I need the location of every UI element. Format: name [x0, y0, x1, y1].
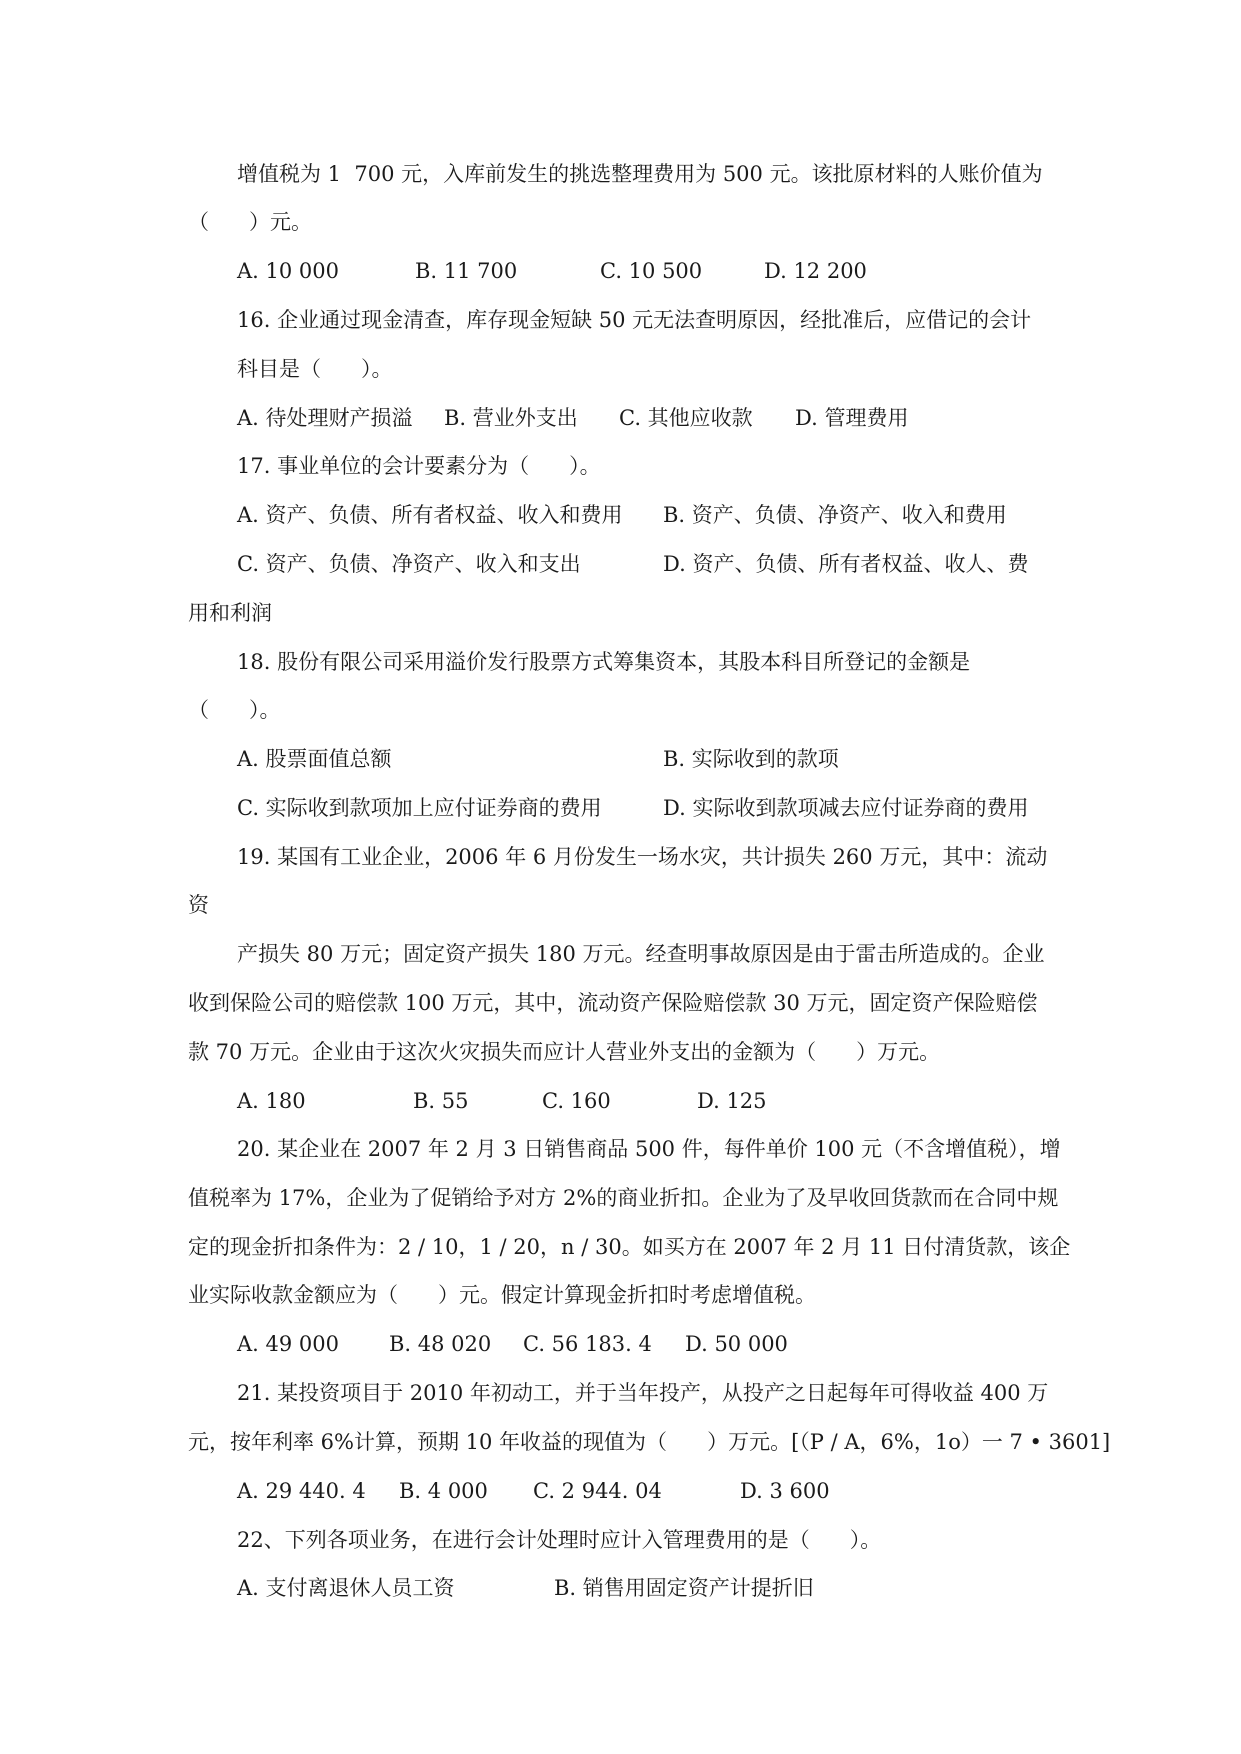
q21-option-c: C. 2 944. 04 — [533, 1479, 662, 1503]
q18-option-d: D. 实际收到款项减去应付证券商的费用 — [663, 796, 1029, 820]
q20-option-a: A. 49 000 — [237, 1332, 339, 1356]
q15-stem-line-1: 增值税为 1 700 元，入库前发生的挑选整理费用为 500 元。该批原材料的人账价值为 — [237, 162, 1043, 186]
q19-stem-line-4: 收到保险公司的赔偿款 100 万元，其中，流动资产保险赔偿款 30 万元，固定资产保险赔偿 — [188, 991, 1038, 1015]
q20-option-c: C. 56 183. 4 — [523, 1332, 652, 1356]
q18-option-a: A. 股票面值总额 — [237, 747, 392, 771]
q17-option-d-continued: 用和利润 — [188, 601, 272, 625]
q18-stem-line-1: 18. 股份有限公司采用溢价发行股票方式筹集资本，其股本科目所登记的金额是 — [237, 650, 971, 674]
q22-option-b: B. 销售用固定资产计提折旧 — [554, 1576, 814, 1600]
q19-option-c: C. 160 — [542, 1089, 611, 1113]
q18-option-c: C. 实际收到款项加上应付证券商的费用 — [237, 796, 602, 820]
q17-stem-line-1: 17. 事业单位的会计要素分为（ ）。 — [237, 454, 601, 478]
q17-option-a: A. 资产、负债、所有者权益、收入和费用 — [237, 503, 623, 527]
q21-stem-line-2: 元，按年利率 6%计算，预期 10 年收益的现值为（ ）万元。[（P / A，6%，1o）一 7 • 3601] — [188, 1430, 1111, 1454]
q19-stem-line-3: 产损失 80 万元；固定资产损失 180 万元。经查明事故原因是由于雷击所造成的。企业 — [237, 942, 1045, 966]
q20-stem-line-3: 定的现金折扣条件为：2 / 10，1 / 20，n / 30。如买方在 2007 年 2 月 11 日付清货款，该企 — [188, 1235, 1071, 1259]
q17-option-d: D. 资产、负债、所有者权益、收人、费 — [663, 552, 1029, 576]
q19-option-b: B. 55 — [413, 1089, 469, 1113]
q15-option-d: D. 12 200 — [764, 259, 867, 283]
q21-option-b: B. 4 000 — [399, 1479, 488, 1503]
q21-stem-line-1: 21. 某投资项目于 2010 年初动工，并于当年投产，从投产之日起每年可得收益 400 万 — [237, 1381, 1049, 1405]
q20-stem-line-4: 业实际收款金额应为（ ）元。假定计算现金折扣时考虑增值税。 — [188, 1283, 817, 1307]
q16-option-b: B. 营业外支出 — [444, 406, 578, 430]
q22-option-a: A. 支付离退休人员工资 — [237, 1576, 455, 1600]
q19-option-a: A. 180 — [237, 1089, 306, 1113]
q15-option-c: C. 10 500 — [600, 259, 703, 283]
q21-option-a: A. 29 440. 4 — [237, 1479, 366, 1503]
q16-option-d: D. 管理费用 — [795, 406, 909, 430]
q20-option-d: D. 50 000 — [685, 1332, 788, 1356]
q20-option-b: B. 48 020 — [389, 1332, 492, 1356]
q16-stem-line-1: 16. 企业通过现金清查，库存现金短缺 50 元无法查明原因，经批准后，应借记的会计 — [237, 308, 1032, 332]
q17-option-b: B. 资产、负债、净资产、收入和费用 — [663, 503, 1007, 527]
q15-option-a: A. 10 000 — [237, 259, 339, 283]
q21-option-d: D. 3 600 — [740, 1479, 830, 1503]
q19-stem-line-2: 资 — [188, 893, 209, 917]
q15-stem-line-2: （ ）元。 — [188, 210, 313, 234]
q15-option-b: B. 11 700 — [415, 259, 518, 283]
q19-option-d: D. 125 — [697, 1089, 767, 1113]
q19-stem-line-1: 19. 某国有工业企业，2006 年 6 月份发生一场水灾，共计损失 260 万元，其中：流动 — [237, 845, 1048, 869]
q20-stem-line-2: 值税率为 17%，企业为了促销给予对方 2%的商业折扣。企业为了及早收回货款而在合同中规 — [188, 1186, 1059, 1210]
q22-stem-line-1: 22、下列各项业务，在进行会计处理时应计入管理费用的是（ ）。 — [237, 1528, 882, 1552]
q19-stem-line-5: 款 70 万元。企业由于这次火灾损失而应计人营业外支出的金额为（ ）万元。 — [188, 1040, 941, 1064]
q20-stem-line-1: 20. 某企业在 2007 年 2 月 3 日销售商品 500 件，每件单价 100 元（不含增值税），增 — [237, 1137, 1061, 1161]
q16-stem-line-2: 科目是（ ）。 — [237, 357, 393, 381]
q18-option-b: B. 实际收到的款项 — [663, 747, 839, 771]
q18-stem-line-2: （ ）。 — [188, 698, 281, 722]
q17-option-c: C. 资产、负债、净资产、收入和支出 — [237, 552, 581, 576]
q16-option-a: A. 待处理财产损溢 — [237, 406, 413, 430]
q16-option-c: C. 其他应收款 — [619, 406, 753, 430]
